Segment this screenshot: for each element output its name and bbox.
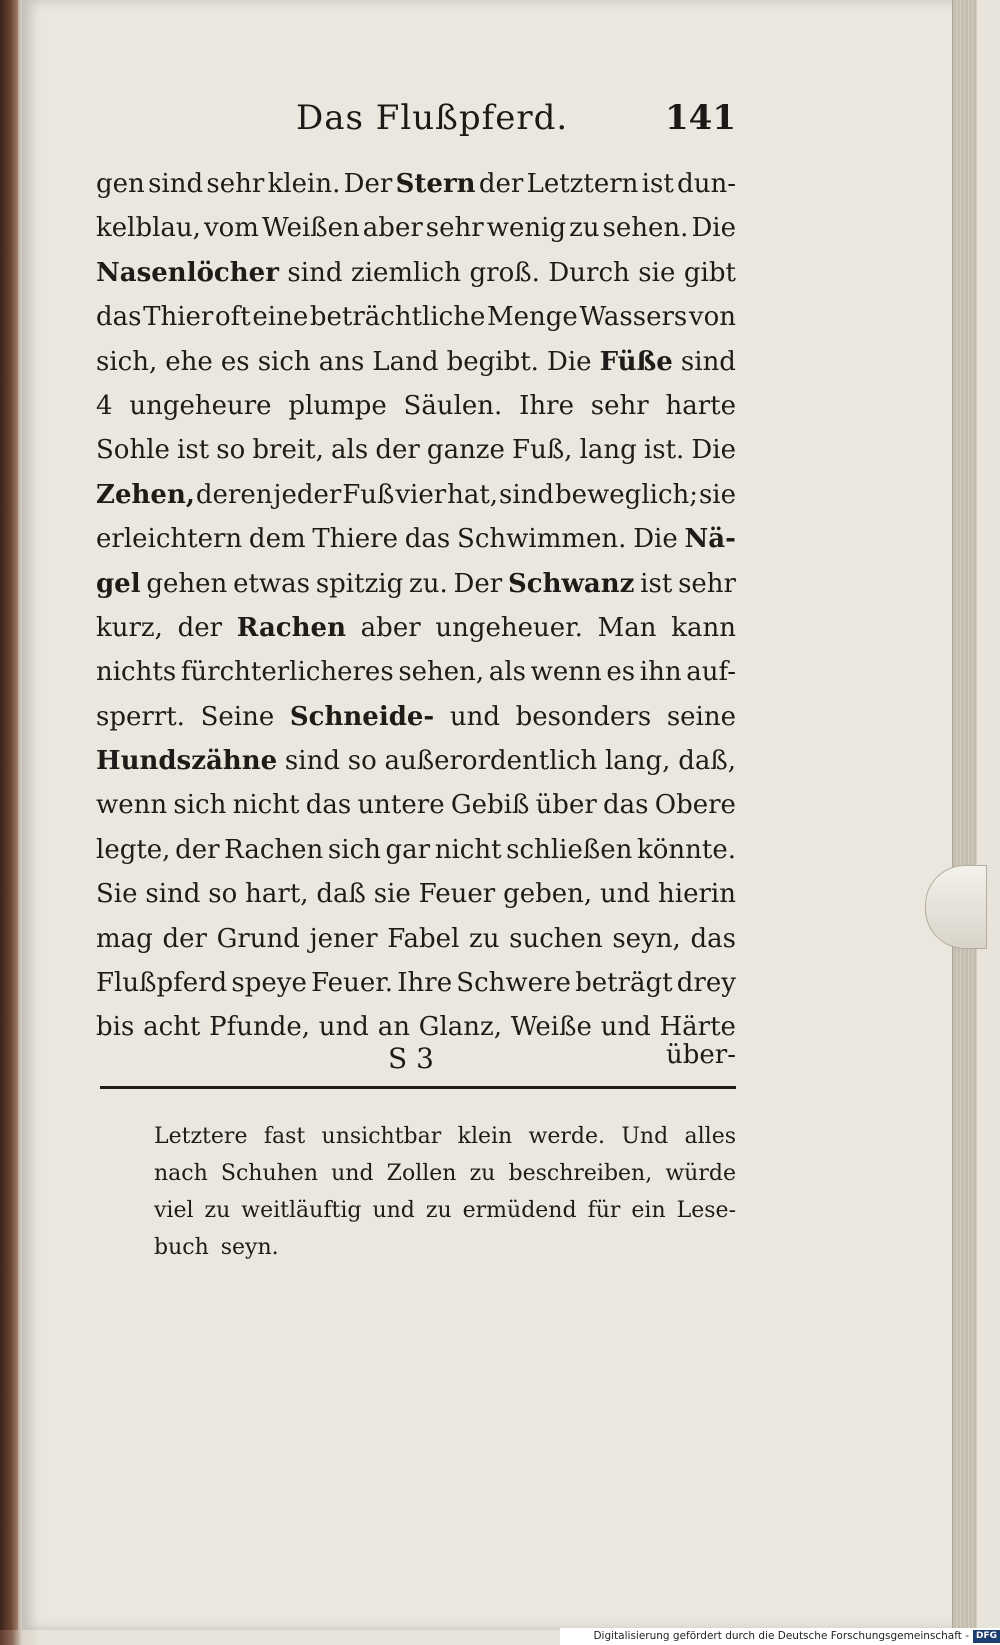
body-word: Feuer	[418, 879, 496, 910]
body-word: Nä-	[684, 524, 736, 555]
body-word: Fabel	[387, 923, 460, 954]
footnote-word: zu	[204, 1198, 231, 1223]
footnote-word: unsichtbar	[321, 1124, 442, 1149]
footnote-word: viel	[154, 1198, 194, 1223]
body-word: Obere	[654, 790, 736, 821]
body-word: wenn	[530, 657, 602, 688]
body-word: acht	[143, 1012, 201, 1043]
body-word: sehr	[425, 213, 484, 244]
body-word: sperrt.	[96, 701, 185, 732]
body-word: als	[488, 657, 526, 688]
body-word: gibt	[683, 257, 736, 288]
body-word: sind	[680, 346, 736, 377]
body-line	[96, 606, 736, 650]
body-word: Sohle	[96, 435, 170, 466]
body-word: klein.	[267, 169, 341, 199]
body-word: das	[404, 524, 451, 555]
footnote-line	[154, 1229, 736, 1266]
body-line	[96, 695, 736, 739]
body-word: sind	[148, 169, 204, 199]
body-word: Gebiß	[450, 790, 530, 821]
body-word: gar	[385, 834, 431, 865]
body-word: Weißen	[261, 213, 360, 244]
body-word: Durch	[548, 257, 630, 288]
body-word: lang,	[604, 746, 671, 777]
body-word: Wassers	[579, 302, 688, 333]
body-word: sie	[638, 257, 676, 288]
page-header	[96, 98, 736, 144]
body-word: Die	[547, 346, 592, 377]
body-word: lang	[579, 435, 637, 466]
body-word: Der	[453, 568, 503, 599]
body-line	[96, 428, 736, 472]
body-word: vier	[395, 479, 447, 510]
body-word: Sie	[96, 879, 138, 910]
body-word: der	[162, 923, 207, 954]
footnote-word: seyn.	[220, 1235, 279, 1260]
body-word: dem	[248, 524, 306, 555]
body-word: kelblau,	[96, 213, 201, 244]
footnote-word: Letztere	[154, 1124, 248, 1149]
page-footer	[96, 1040, 736, 1084]
body-word: oft	[215, 302, 251, 333]
body-word: als	[331, 435, 369, 466]
body-word: begibt.	[446, 346, 539, 377]
page-edges	[952, 0, 977, 1630]
body-line	[96, 162, 736, 206]
body-word: sich	[173, 790, 227, 821]
body-word: Feuer.	[311, 968, 394, 999]
body-word: daß,	[678, 746, 736, 777]
running-head: Das Flußpferd.	[296, 98, 569, 138]
body-word: sehr	[590, 390, 649, 421]
body-line	[96, 961, 736, 1005]
body-word: Weiße	[510, 1012, 592, 1043]
body-word: sehr	[678, 568, 736, 599]
body-word: ungeheuer.	[435, 612, 583, 643]
footnote-word: Und	[621, 1124, 669, 1149]
body-word: Die	[691, 213, 736, 244]
body-line	[96, 783, 736, 827]
body-word: ziemlich	[351, 257, 461, 288]
body-word: sehen,	[398, 657, 485, 688]
footnote-word: zu	[425, 1198, 452, 1223]
footnote-word: Zollen	[386, 1161, 457, 1186]
body-word: Hundszähne	[96, 746, 278, 777]
footnote-rule	[100, 1086, 736, 1093]
body-word: Schwimmen.	[457, 524, 627, 555]
body-word: ist	[641, 169, 674, 199]
footnote-word: würde	[665, 1161, 736, 1186]
body-word: so	[347, 746, 377, 777]
body-word: kann	[671, 612, 736, 643]
body-word: nicht	[232, 790, 300, 821]
body-line	[96, 340, 736, 384]
body-line	[96, 562, 736, 606]
body-word: zu	[469, 923, 500, 954]
footnote-word: ermüdend	[462, 1198, 577, 1223]
body-word: daß	[316, 879, 366, 910]
body-word: 4	[96, 390, 113, 421]
body-word: zu	[569, 213, 600, 244]
body-word: sind	[284, 746, 340, 777]
book-spine	[0, 0, 18, 1630]
body-word: das	[690, 923, 736, 954]
credit-text: Digitalisierung gefördert durch die Deutsche Forschungsgemeinschaft -	[593, 1630, 969, 1642]
body-word: dun-	[677, 169, 736, 199]
body-word: Fuß,	[512, 435, 573, 466]
body-word: und	[600, 1012, 651, 1043]
body-word: beträchtliche	[309, 302, 486, 333]
body-word: über	[535, 790, 597, 821]
body-word: geben,	[503, 879, 593, 910]
body-word: das	[96, 302, 142, 333]
body-word: gehen	[146, 568, 228, 599]
body-word: hat,	[447, 479, 499, 510]
body-word: plumpe	[288, 390, 387, 421]
footnote-word: werde.	[528, 1124, 606, 1149]
body-word: sind	[145, 879, 201, 910]
footnote-word: ein	[631, 1198, 666, 1223]
body-word: es	[606, 657, 636, 688]
body-line	[96, 650, 736, 694]
body-word: ihn	[639, 657, 682, 688]
body-word: Ihre	[519, 390, 574, 421]
body-word: es	[220, 346, 250, 377]
catchword: über-	[666, 1040, 736, 1070]
footnote-line	[154, 1155, 736, 1192]
footnote-word: Schuhen	[220, 1161, 318, 1186]
body-word: gen	[96, 169, 145, 199]
body-word: beträgt	[575, 968, 673, 999]
body-word: wenig	[486, 213, 567, 244]
footnote-word: weitläuftig	[241, 1198, 362, 1223]
body-word: Die	[691, 435, 736, 466]
body-word: Säulen.	[403, 390, 503, 421]
body-word: Menge	[487, 302, 578, 333]
body-word: hart,	[245, 879, 309, 910]
body-word: ans	[318, 346, 365, 377]
body-word: Flußpferd	[96, 968, 228, 999]
body-word: das	[305, 790, 352, 821]
body-word: harte	[665, 390, 736, 421]
body-line	[96, 295, 736, 339]
body-line	[96, 872, 736, 916]
body-word: ist.	[643, 435, 685, 466]
signature-mark: S 3	[388, 1042, 434, 1075]
main-text	[96, 162, 736, 1050]
body-word: Rachen	[236, 612, 346, 643]
footnote-word: alles	[684, 1124, 736, 1149]
body-word: aber	[360, 612, 421, 643]
footnote-word: und	[331, 1161, 374, 1186]
body-word: Land	[372, 346, 439, 377]
body-word: sie	[373, 879, 411, 910]
body-word: Stern	[395, 169, 476, 199]
body-word: groß.	[469, 257, 540, 288]
body-word: und	[318, 1012, 369, 1043]
body-word: Ihre	[397, 968, 453, 999]
body-word: Pfunde,	[209, 1012, 311, 1043]
footnote-word: für	[587, 1198, 621, 1223]
body-word: erleichtern	[96, 524, 243, 555]
body-word: sich,	[96, 346, 158, 377]
body-word: besonders	[515, 701, 652, 732]
body-line	[96, 517, 736, 561]
body-word: Man	[597, 612, 657, 643]
body-word: der	[175, 834, 220, 865]
body-word: Glanz,	[418, 1012, 502, 1043]
body-word: sehen.	[602, 213, 689, 244]
body-word: nichts	[96, 657, 177, 688]
body-word: ist	[177, 435, 210, 466]
footnote-word: Lese-	[676, 1198, 736, 1223]
body-line	[96, 384, 736, 428]
body-word: sind	[287, 257, 343, 288]
body-word: bis	[96, 1012, 135, 1043]
body-word: wenn	[96, 790, 168, 821]
body-word: und	[600, 879, 651, 910]
body-word: ganze	[426, 435, 505, 466]
body-word: spitzig	[315, 568, 404, 599]
body-word: legte,	[96, 834, 171, 865]
body-word: Zehen,	[96, 479, 195, 510]
footnote-word: beschreiben,	[508, 1161, 653, 1186]
body-word: und	[449, 701, 500, 732]
digitization-credit	[560, 1628, 1000, 1645]
page-number: 141	[665, 98, 736, 138]
body-word: sind	[499, 479, 555, 510]
body-word: gel	[96, 568, 141, 599]
body-word: ehe	[165, 346, 213, 377]
body-word: deren	[195, 479, 273, 510]
body-word: aber	[362, 213, 423, 244]
body-word: ist	[640, 568, 673, 599]
body-word: Härte	[659, 1012, 736, 1043]
body-word: Schwanz	[507, 568, 635, 599]
body-word: Fuß	[342, 479, 395, 510]
body-word: außerordentlich	[384, 746, 598, 777]
body-word: seyn,	[612, 923, 681, 954]
footnote	[154, 1118, 736, 1266]
footnote-word: buch	[154, 1235, 209, 1260]
footnote-word: fast	[263, 1124, 306, 1149]
body-line	[96, 828, 736, 872]
body-word: der	[478, 169, 524, 199]
body-word: hierin	[658, 879, 736, 910]
body-line	[96, 251, 736, 295]
body-word: sehr	[206, 169, 265, 199]
body-word: Thiere	[312, 524, 398, 555]
body-word: Schwere	[456, 968, 571, 999]
body-word: drey	[676, 968, 736, 999]
body-word: mag	[96, 923, 153, 954]
body-word: Grund	[216, 923, 300, 954]
body-word: seine	[666, 701, 736, 732]
body-word: an	[377, 1012, 410, 1043]
body-word: schließen	[506, 834, 633, 865]
body-word: der	[177, 612, 223, 643]
body-line	[96, 206, 736, 250]
footnote-word: und	[372, 1198, 415, 1223]
body-word: beweglich;	[555, 479, 699, 510]
body-word: von	[688, 302, 736, 333]
body-word: der	[375, 435, 420, 466]
body-word: Thier	[143, 302, 214, 333]
footnote-line	[154, 1118, 736, 1155]
body-word: Die	[633, 524, 678, 555]
body-word: auf-	[686, 657, 736, 688]
body-line	[96, 739, 736, 783]
body-word: Nasenlöcher	[96, 257, 279, 288]
body-word: so	[216, 435, 246, 466]
footnote-word: klein	[457, 1124, 513, 1149]
body-word: jeder	[273, 479, 342, 510]
body-word: sich	[257, 346, 311, 377]
dfg-logo: DFG	[973, 1630, 1000, 1643]
footnote-word: zu	[469, 1161, 496, 1186]
body-line	[96, 473, 736, 517]
body-word: Seine	[200, 701, 275, 732]
body-word: etwas	[233, 568, 311, 599]
body-word: fürchterlicheres	[180, 657, 394, 688]
footnote-line	[154, 1192, 736, 1229]
body-word: Schneide-	[289, 701, 435, 732]
body-word: jener	[309, 923, 378, 954]
body-line	[96, 917, 736, 961]
body-word: Rachen	[224, 834, 324, 865]
body-word: ungeheure	[129, 390, 272, 421]
body-word: Letztern	[526, 169, 639, 199]
body-word: kurz,	[96, 612, 163, 643]
body-word: vom	[203, 213, 259, 244]
body-word: untere	[357, 790, 445, 821]
body-word: Der	[343, 169, 393, 199]
body-word: breit,	[252, 435, 324, 466]
body-word: sie	[698, 479, 736, 510]
body-word: so	[208, 879, 238, 910]
body-word: eine	[252, 302, 309, 333]
body-word: sich	[327, 834, 381, 865]
body-word: das	[603, 790, 649, 821]
body-word: speye	[231, 968, 307, 999]
footnote-word: nach	[154, 1161, 208, 1186]
body-word: suchen	[509, 923, 603, 954]
body-word: zu.	[409, 568, 448, 599]
body-word: könnte.	[636, 834, 736, 865]
body-word: nicht	[434, 834, 502, 865]
body-word: Füße	[599, 346, 673, 377]
